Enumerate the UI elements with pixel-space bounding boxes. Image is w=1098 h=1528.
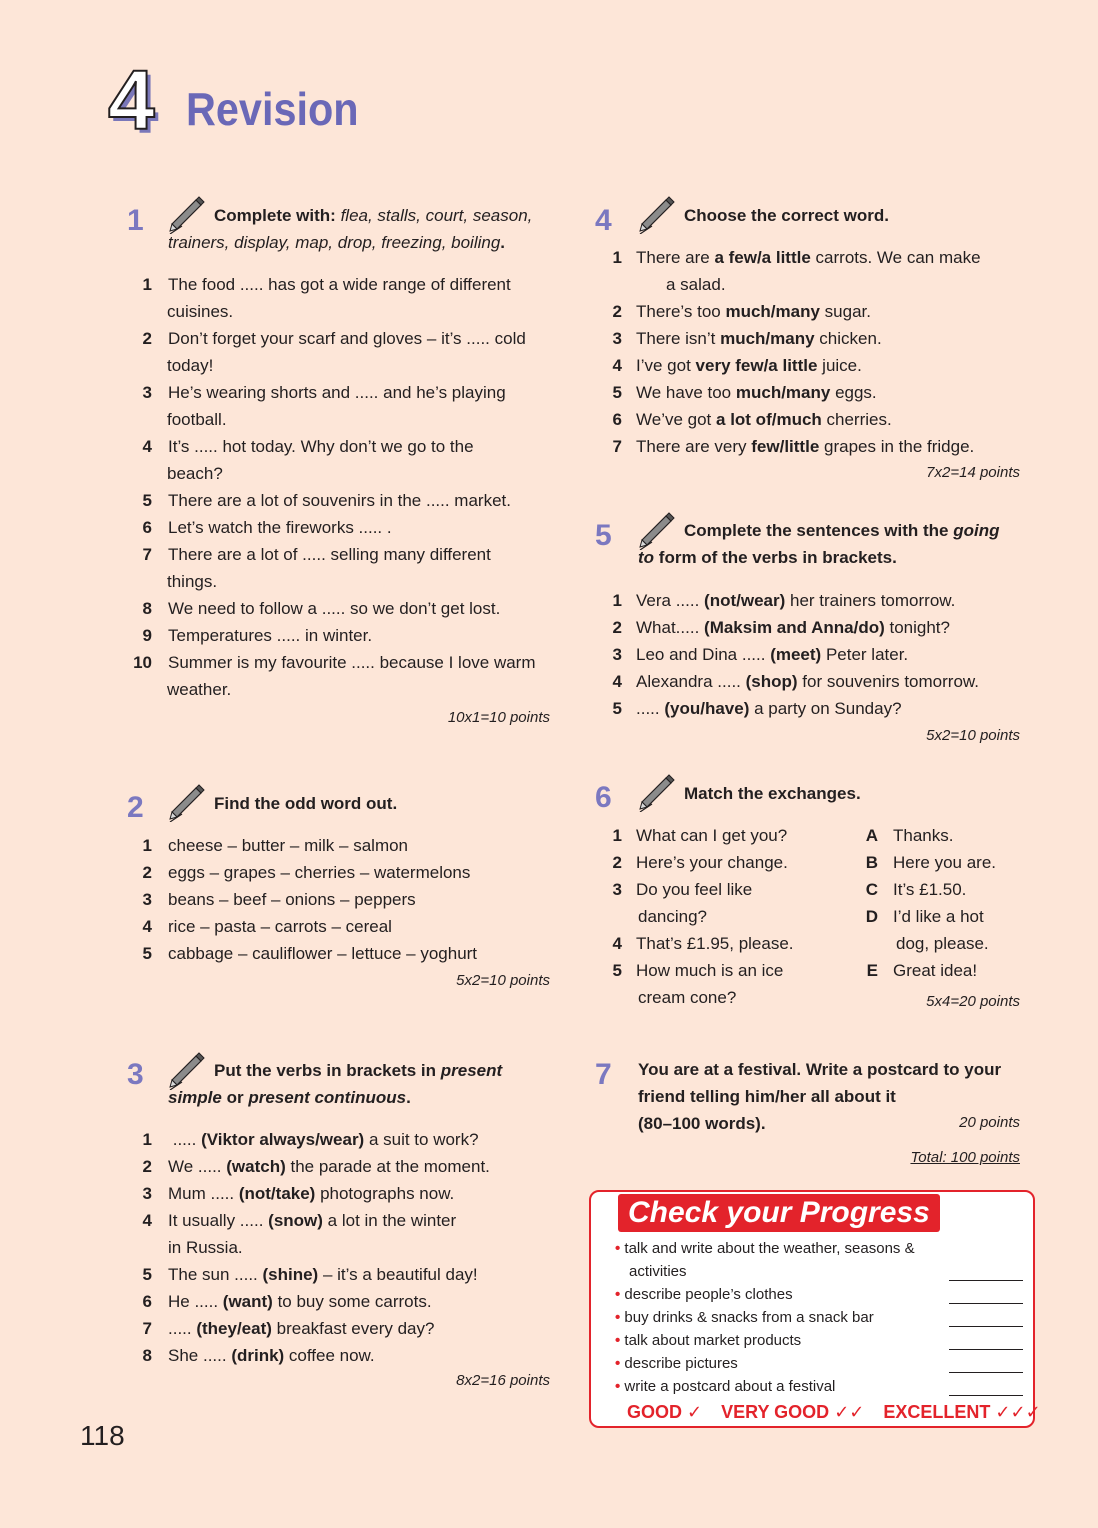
- item-number: 6: [142, 1292, 152, 1311]
- item-text-part: .....: [168, 1319, 197, 1338]
- item-text-part: .....: [168, 1130, 202, 1149]
- tick-line: [949, 1349, 1023, 1350]
- item-text: [168, 1288, 432, 1315]
- item-verb: much/many: [735, 383, 831, 402]
- item-verb: (Viktor always/wear): [201, 1130, 365, 1149]
- exercise-instruction: You are at a festival. Write a postcard to your: [638, 1060, 1002, 1079]
- item-text: Here you are.: [893, 853, 996, 872]
- rating-very-good: VERY GOOD: [721, 1402, 830, 1422]
- item-number: E: [866, 961, 878, 980]
- item-text: beach?: [167, 464, 223, 483]
- exercise-instruction: Complete the sentences with the going: [684, 521, 1000, 540]
- item-number: 1: [142, 836, 152, 855]
- item-text: We need to follow a ..... so we don’t get lost.: [168, 599, 501, 618]
- item-number: 4: [612, 672, 622, 691]
- bullet-icon: •: [615, 1378, 625, 1395]
- exercise-number: 6: [595, 781, 612, 814]
- points: 8x2=16 points: [456, 1372, 550, 1389]
- item-verb: a lot of/much: [716, 410, 822, 429]
- tick-line: [949, 1372, 1023, 1373]
- item-number: 5: [612, 383, 622, 402]
- bullet-icon: •: [615, 1332, 625, 1349]
- tick-line: [949, 1303, 1023, 1304]
- item-text-part: breakfast every day?: [271, 1319, 435, 1338]
- item-verb: much/many: [725, 302, 820, 321]
- rating-legend: [627, 1402, 1041, 1423]
- item-text: [636, 695, 902, 722]
- points: 10x1=10 points: [447, 709, 550, 726]
- item-text: dancing?: [638, 907, 708, 926]
- item-number: 2: [612, 618, 622, 637]
- item-text: The food ..... has got a wide range of different: [168, 275, 511, 294]
- exercise-instruction-line2: to form of the verbs in brackets.: [638, 548, 897, 567]
- item-text-part: juice.: [817, 356, 862, 375]
- bullet-icon: •: [615, 1355, 625, 1372]
- item-number: 3: [612, 880, 622, 899]
- item-text: [168, 1342, 375, 1369]
- item-text-part: We’ve got: [636, 410, 717, 429]
- item-text: There are a lot of souvenirs in the ..... market.: [168, 491, 511, 510]
- page-title: Revision: [186, 83, 359, 135]
- progress-item: [615, 1352, 738, 1375]
- item-verb: a few/a little: [714, 248, 811, 267]
- item-text-part: There’s too: [636, 302, 726, 321]
- progress-item-text: write a postcard about a festival: [624, 1378, 836, 1395]
- item-text: [636, 244, 981, 271]
- item-number: 10: [133, 653, 152, 672]
- check-icon: ✓: [687, 1402, 703, 1422]
- progress-item: [615, 1306, 874, 1329]
- item-text: [636, 298, 871, 325]
- item-number: 5: [142, 1265, 152, 1284]
- exercise-instruction-line2: trainers, display, map, drop, freezing, boiling.: [168, 233, 506, 252]
- item-text: It’s £1.50.: [893, 880, 967, 899]
- item-text: I’d like a hot: [893, 907, 984, 926]
- item-text: [636, 668, 979, 695]
- exercise-number: 7: [595, 1058, 612, 1091]
- exercise-instruction: Complete with: flea, stalls, court, season,: [214, 206, 533, 225]
- item-number: 2: [142, 329, 152, 348]
- item-verb: (you/have): [664, 699, 750, 718]
- item-text-part: to buy some carrots.: [272, 1292, 432, 1311]
- item-text-part: .....: [636, 699, 665, 718]
- item-text: [168, 1126, 479, 1153]
- check-progress-box: [589, 1190, 1041, 1428]
- progress-item-text: describe pictures: [624, 1355, 738, 1372]
- item-text-part: Alexandra .....: [636, 672, 746, 691]
- item-text: Let’s watch the fireworks ..... .: [168, 518, 392, 537]
- item-number: A: [865, 826, 878, 845]
- pencil-icon: [638, 194, 678, 234]
- item-number: 4: [142, 1211, 152, 1230]
- item-text-part: cherries.: [821, 410, 892, 429]
- item-text: cheese – butter – milk – salmon: [168, 836, 409, 855]
- item-text: What can I get you?: [636, 826, 788, 845]
- item-verb: (shine): [262, 1265, 319, 1284]
- item-text: How much is an ice: [636, 961, 784, 980]
- points: 20 points: [959, 1114, 1020, 1131]
- exercise-instruction-line2: friend telling him/her all about it: [638, 1087, 896, 1106]
- item-text-part: for souvenirs tomorrow.: [797, 672, 979, 691]
- item-text: dog, please.: [896, 934, 989, 953]
- item-text: today!: [167, 356, 214, 375]
- item-text-part: – it’s a beautiful day!: [318, 1265, 478, 1284]
- item-verb: (shop): [745, 672, 798, 691]
- item-text-part: She .....: [168, 1346, 232, 1365]
- item-text: There are a lot of ..... selling many different: [168, 545, 491, 564]
- item-text: Don’t forget your scarf and gloves – it’s ..... cold: [168, 329, 526, 348]
- bullet-icon: •: [615, 1286, 625, 1303]
- item-verb: (meet): [770, 645, 822, 664]
- item-text: [636, 406, 892, 433]
- item-number: 3: [612, 329, 622, 348]
- exercise-number: 5: [595, 519, 612, 552]
- item-text-part: We .....: [168, 1157, 227, 1176]
- item-text: Temperatures ..... in winter.: [168, 626, 373, 645]
- check-icon: ✓✓✓: [995, 1402, 1041, 1422]
- item-number: 2: [142, 863, 152, 882]
- item-verb: (want): [222, 1292, 273, 1311]
- item-text: [636, 379, 877, 406]
- item-text-part: chicken.: [814, 329, 882, 348]
- item-text: Do you feel like: [636, 880, 753, 899]
- check-progress-title: Check your Progress: [618, 1194, 940, 1232]
- item-number: 5: [612, 699, 622, 718]
- item-text: Here’s your change.: [636, 853, 788, 872]
- tick-line: [949, 1395, 1023, 1396]
- item-text: cabbage – cauliflower – lettuce – yoghurt: [168, 944, 478, 963]
- item-text: [636, 587, 955, 614]
- item-text-part: eggs.: [830, 383, 877, 402]
- item-number: 1: [612, 591, 622, 610]
- item-number: 4: [142, 917, 152, 936]
- item-number: 3: [142, 1184, 152, 1203]
- item-verb: very few/a little: [695, 356, 818, 375]
- item-text-part: a party on Sunday?: [749, 699, 902, 718]
- total-points: Total: 100 points: [910, 1149, 1020, 1166]
- item-number: 1: [142, 1130, 152, 1149]
- item-text: beans – beef – onions – peppers: [168, 890, 416, 909]
- unit-number: 4: [108, 53, 153, 147]
- item-number: 3: [612, 645, 622, 664]
- item-number: 2: [612, 853, 622, 872]
- item-text-part: Leo and Dina .....: [636, 645, 771, 664]
- tick-line: [949, 1326, 1023, 1327]
- item-text: [168, 1315, 434, 1342]
- exercise-instruction-line2: simple or present continuous.: [168, 1088, 411, 1107]
- item-number: 5: [142, 944, 152, 963]
- item-text-part: a suit to work?: [364, 1130, 479, 1149]
- item-number: 8: [142, 599, 152, 618]
- item-text: in Russia.: [168, 1238, 243, 1257]
- item-text-part: The sun .....: [168, 1265, 263, 1284]
- item-number: 9: [142, 626, 152, 645]
- item-text: That’s £1.95, please.: [636, 934, 794, 953]
- item-verb: (not/take): [238, 1184, 316, 1203]
- item-text-part: tonight?: [884, 618, 950, 637]
- exercise-number: 1: [127, 204, 144, 237]
- item-verb: (not/wear): [704, 591, 786, 610]
- pencil-icon: [168, 194, 208, 234]
- item-number: 3: [142, 383, 152, 402]
- bullet-icon: •: [615, 1309, 625, 1326]
- bullet-icon: •: [615, 1240, 625, 1257]
- item-text-part: It usually .....: [168, 1211, 269, 1230]
- item-text: things.: [167, 572, 218, 591]
- item-text: a salad.: [666, 275, 726, 294]
- item-verb: (drink): [231, 1346, 285, 1365]
- item-text-part: Mum .....: [168, 1184, 239, 1203]
- page-number: 118: [80, 1420, 125, 1451]
- item-verb: (they/eat): [196, 1319, 272, 1338]
- item-text: [636, 325, 882, 352]
- progress-item-text: talk about market products: [624, 1332, 802, 1349]
- item-text: He’s wearing shorts and ..... and he’s playing: [168, 383, 506, 402]
- item-text: Great idea!: [893, 961, 978, 980]
- item-number: 7: [142, 1319, 152, 1338]
- item-number: 4: [612, 934, 622, 953]
- item-text-part: a lot in the winter: [322, 1211, 457, 1230]
- rating-excellent: EXCELLENT: [883, 1402, 991, 1422]
- progress-item-text: describe people’s clothes: [624, 1286, 793, 1303]
- pencil-icon: [638, 772, 678, 812]
- points: 5x2=10 points: [926, 727, 1020, 744]
- tick-line: [949, 1280, 1023, 1281]
- exercise-instruction-line3: (80–100 words).: [638, 1114, 766, 1133]
- item-text: eggs – grapes – cherries – watermelons: [168, 863, 471, 882]
- item-number: 6: [142, 518, 152, 537]
- item-number: 1: [612, 826, 622, 845]
- check-icon: ✓✓: [834, 1402, 865, 1422]
- points: 7x2=14 points: [926, 464, 1020, 481]
- item-text-part: There isn’t: [636, 329, 721, 348]
- pencil-icon: [168, 782, 208, 822]
- item-number: D: [865, 907, 878, 926]
- item-text-part: coffee now.: [284, 1346, 375, 1365]
- item-number: 1: [612, 248, 622, 267]
- item-text-part: What.....: [636, 618, 705, 637]
- item-number: 4: [612, 356, 622, 375]
- item-text-part: Vera .....: [636, 591, 705, 610]
- item-text: [168, 1153, 490, 1180]
- item-number: 1: [142, 275, 152, 294]
- item-text-part: There are very: [636, 437, 752, 456]
- item-text-part: her trainers tomorrow.: [785, 591, 956, 610]
- item-text: Summer is my favourite ..... because I love warm: [168, 653, 536, 672]
- progress-item: [615, 1237, 915, 1260]
- item-text: [636, 641, 908, 668]
- item-verb: (Maksim and Anna/do): [704, 618, 885, 637]
- item-text-part: Peter later.: [821, 645, 909, 664]
- item-number: 4: [142, 437, 152, 456]
- item-text: Thanks.: [893, 826, 954, 845]
- item-number: 7: [612, 437, 622, 456]
- progress-item: [615, 1375, 835, 1398]
- item-text-part: He .....: [168, 1292, 223, 1311]
- item-number: B: [865, 853, 878, 872]
- item-text: cream cone?: [638, 988, 737, 1007]
- item-text-part: grapes in the fridge.: [819, 437, 975, 456]
- item-text: [168, 1207, 456, 1234]
- exercise-instruction: Choose the correct word.: [684, 206, 889, 225]
- exercise-instruction: Find the odd word out.: [214, 794, 398, 813]
- points: 5x4=20 points: [926, 993, 1020, 1010]
- points: 5x2=10 points: [456, 972, 550, 989]
- item-number: 6: [612, 410, 622, 429]
- progress-item-continued: activities: [629, 1263, 687, 1280]
- exercise-number: 4: [595, 204, 612, 237]
- item-number: 7: [142, 545, 152, 564]
- item-text-part: We have too: [636, 383, 736, 402]
- exercise-number: 3: [127, 1058, 144, 1091]
- item-verb: (snow): [268, 1211, 323, 1230]
- item-text: [636, 433, 974, 460]
- item-number: 8: [142, 1346, 152, 1365]
- item-verb: much/many: [720, 329, 815, 348]
- item-text: rice – pasta – carrots – cereal: [168, 917, 392, 936]
- exercise-instruction: Put the verbs in brackets in present: [214, 1061, 503, 1080]
- item-number: 5: [142, 491, 152, 510]
- item-number: C: [865, 880, 878, 899]
- item-verb: few/little: [751, 437, 820, 456]
- exercise-instruction: Match the exchanges.: [684, 784, 861, 803]
- item-text: cuisines.: [167, 302, 234, 321]
- item-number: 2: [612, 302, 622, 321]
- item-number: 2: [142, 1157, 152, 1176]
- item-verb: (watch): [226, 1157, 286, 1176]
- progress-item-text: talk and write about the weather, seasons &: [624, 1240, 915, 1257]
- progress-item: [615, 1329, 801, 1352]
- item-text: football.: [167, 410, 227, 429]
- item-text-part: photographs now.: [315, 1184, 455, 1203]
- item-text: [168, 1261, 478, 1288]
- item-text: It’s ..... hot today. Why don’t we go to the: [168, 437, 474, 456]
- rating-good: GOOD: [627, 1402, 683, 1422]
- item-text-part: the parade at the moment.: [285, 1157, 490, 1176]
- item-text: [636, 352, 862, 379]
- item-text-part: I’ve got: [636, 356, 696, 375]
- item-number: 5: [612, 961, 622, 980]
- progress-item-text: buy drinks & snacks from a snack bar: [624, 1309, 874, 1326]
- item-text-part: There are: [636, 248, 715, 267]
- progress-item: [615, 1283, 793, 1306]
- item-text: [636, 614, 950, 641]
- exercise-number: 2: [127, 791, 144, 824]
- item-text-part: carrots. We can make: [810, 248, 981, 267]
- item-text: weather.: [167, 680, 232, 699]
- item-text-part: sugar.: [819, 302, 871, 321]
- item-number: 3: [142, 890, 152, 909]
- item-text: [168, 1180, 454, 1207]
